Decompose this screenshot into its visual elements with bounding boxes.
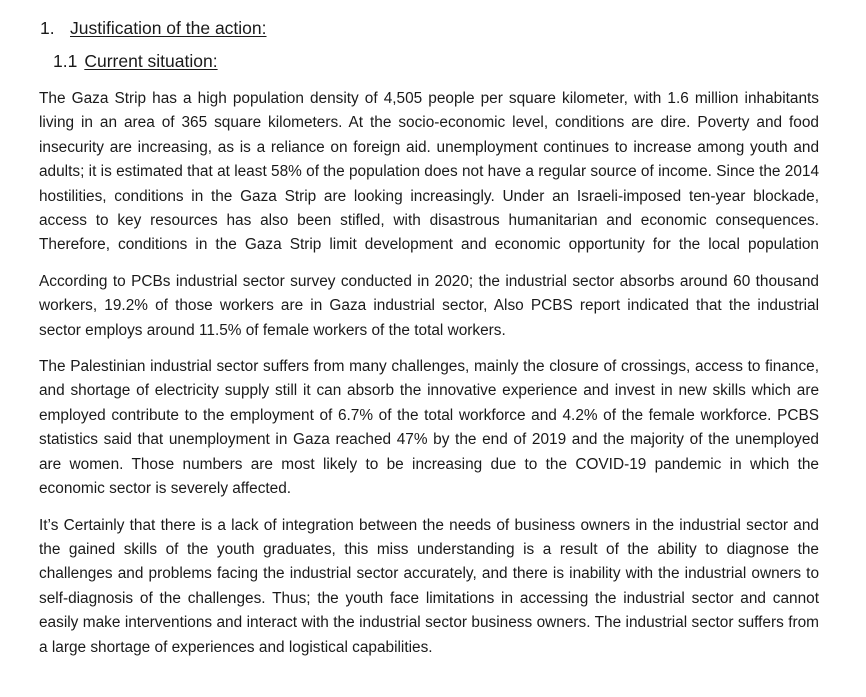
paragraph-gaza-situation: The Gaza Strip has a high population density of 4,505 people per square kilometer, with 1.6 million inhabitants living in an area of 365 square kilometers. At the socio-economic level, conditions are dire. Poverty and food insecurity are increasing, as is a reliance on foreign aid. unemployment continues to increase among youth and adults; it is estimated that at least 58% of the population does not have a regular source of income. Since the 2014 hostilities, conditions in the Gaza Strip are looking increasingly. Under an Israeli-imposed ten-year blockade, access to key resources has also been stifled, with disastrous humanitarian and economic consequences. Therefore, conditions in the Gaza Strip limit development and economic opportunity for the local population	[39, 90, 819, 254]
paragraph-sector-challenges: The Palestinian industrial sector suffers from many challenges, mainly the closure of crossings, access to finance, and shortage of electricity supply still it can absorb the innovative experience and invest in new skills which are employed contribute to the employment of 6.7% of the total workforce and 4.2% of the female workforce. PCBS statistics said that unemployment in Gaza reached 47% by the end of 2019 and the majority of the unemployed are women. Those numbers are most likely to be increasing due to the COVID-19 pandemic in which the economic sector is severely affected.	[39, 358, 819, 498]
paragraph-integration-gap: It’s Certainly that there is a lack of integration between the needs of business owners in the industrial sector and the gained skills of the youth graduates, this miss understanding is a result of the ability to diagnose the challenges and problems facing the industrial sector accurately, and there is inability with the industrial owners to self-diagnosis of the challenges. Thus; the youth face limitations in accessing the industrial sector and cannot easily make interventions and interact with the industrial sector business owners. The industrial sector suffers from a large shortage of experiences and logistical capabilities.	[39, 516, 819, 656]
body-text	[39, 87, 819, 672]
section-number: 1.	[40, 18, 55, 38]
section-heading	[40, 17, 267, 39]
paragraph-industrial-survey: According to PCBs industrial sector survey conducted in 2020; the industrial sector absorbs around 60 thousand workers, 19.2% of those workers are in Gaza industrial sector, Also PCBS report indicated that the industrial sector employs around 11.5% of female workers of the total workers.	[39, 272, 819, 339]
subsection-title: Current situation:	[84, 51, 218, 71]
subsection-number: 1.1	[53, 51, 78, 71]
section-title: Justification of the action:	[70, 18, 267, 38]
subsection-heading	[53, 50, 218, 72]
